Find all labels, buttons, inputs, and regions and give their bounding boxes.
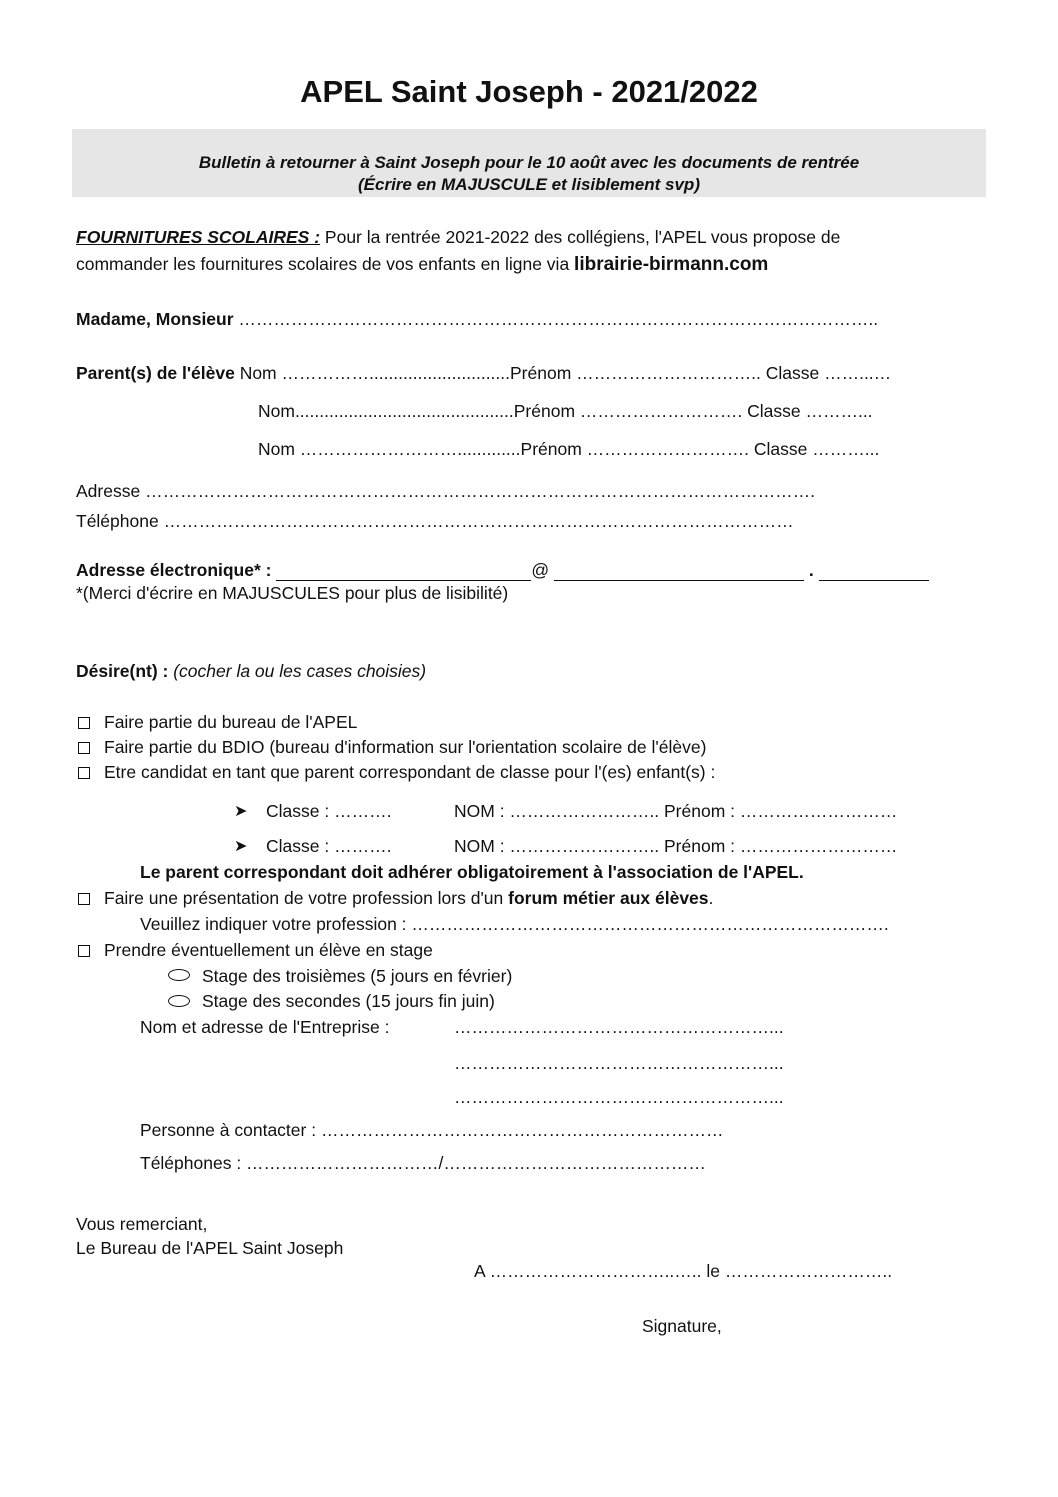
desire-label: Désire(nt) : [76, 661, 174, 681]
adherer-notice: Le parent correspondant doit adhérer obligatoirement à l'association de l'APEL. [140, 862, 804, 882]
email-field[interactable] [76, 560, 929, 581]
email-domain-line[interactable] [554, 562, 804, 581]
telephone-dots: ……………………………………………………………………………………………… [158, 511, 794, 531]
adresse-label: Adresse [76, 481, 141, 501]
email-tld-line[interactable] [819, 562, 929, 581]
option-forum-label [104, 888, 713, 909]
checkbox-stage[interactable] [78, 945, 90, 957]
page-title: APEL Saint Joseph - 2021/2022 [300, 74, 758, 109]
madame-monsieur-dots: ……………………………………………………………………………………………….. [233, 309, 879, 329]
checkbox-bureau[interactable] [78, 717, 90, 729]
classe-row-2-classe[interactable]: Classe : ………. [266, 836, 392, 856]
profession-field[interactable]: Veuillez indiquer votre profession : ………………………………………………………………………. [140, 914, 889, 934]
email-at-sign: @ [531, 560, 550, 580]
stage-secondes-label: Stage des secondes (15 jours fin juin) [202, 991, 495, 1011]
forum-text: Faire une présentation de votre profession lors d'un [104, 888, 509, 908]
desire-heading [76, 661, 426, 682]
radio-stage-troisiemes[interactable] [168, 969, 190, 981]
fournitures-paragraph-line-1 [76, 227, 840, 248]
fournitures-paragraph-line-2 [76, 254, 768, 276]
classe-row-1-classe[interactable]: Classe : ………. [266, 801, 392, 821]
stage-troisiemes-label: Stage des troisièmes (5 jours en février) [202, 966, 513, 986]
arrow-bullet-icon: ➤ [234, 803, 248, 820]
entreprise-line-1[interactable]: ………………………………………………... [454, 1017, 784, 1037]
email-label: Adresse électronique* : [76, 560, 272, 580]
fournitures-heading: FOURNITURES SCOLAIRES : [76, 227, 321, 247]
email-note: *(Merci d'écrire en MAJUSCULES pour plus de lisibilité) [76, 583, 509, 603]
madame-monsieur-label: Madame, Monsieur [76, 309, 234, 329]
option-bdio-label: Faire partie du BDIO (bureau d'information sur l'orientation scolaire de l'élève) [104, 737, 707, 757]
arrow-bullet-icon: ➤ [234, 838, 248, 855]
parent-row-2[interactable]: Nom.............................................Prénom ………………………. Classe ………... [258, 401, 873, 421]
forum-end: . [708, 888, 714, 908]
parent-row-3[interactable]: Nom ……………………….............Prénom ………………………. Classe ………... [258, 439, 880, 459]
fournitures-text-2: commander les fournitures scolaires de vos enfants en ligne via [76, 254, 575, 274]
fournitures-site-link[interactable]: librairie-birmann.com [574, 254, 769, 275]
parent-row-1-fields: Nom …………….............................Prénom ………………………….. Classe ……...… [234, 363, 892, 383]
entreprise-line-2[interactable]: ………………………………………………... [454, 1053, 784, 1073]
desire-hint: (cocher la ou les cases choisies) [173, 661, 427, 681]
forum-bold-text: forum métier aux élèves [508, 888, 709, 908]
option-bureau-label: Faire partie du bureau de l'APEL [104, 712, 358, 732]
banner-line-1: Bulletin à retourner à Saint Joseph pour le 10 août avec les documents de rentrée [198, 153, 860, 172]
entreprise-label: Nom et adresse de l'Entreprise : [140, 1017, 390, 1037]
checkbox-bdio[interactable] [78, 742, 90, 754]
signature-label: Signature, [642, 1316, 722, 1336]
entreprise-line-3[interactable]: ………………………………………………... [454, 1087, 784, 1107]
adresse-dots: ……………………………………………………………………………………………………. [140, 481, 815, 501]
radio-stage-secondes[interactable] [168, 995, 190, 1007]
option-stage-label: Prendre éventuellement un élève en stage [104, 940, 433, 960]
parents-label: Parent(s) de l'élève [76, 363, 235, 383]
closing-bureau: Le Bureau de l'APEL Saint Joseph [76, 1238, 344, 1258]
email-dot: . [808, 560, 814, 580]
banner-line-2: (Écrire en MAJUSCULE et lisiblement svp) [358, 175, 700, 194]
checkbox-candidat[interactable] [78, 767, 90, 779]
classe-row-1-nom[interactable]: NOM : …………………….. Prénom : ……………………… [454, 801, 898, 821]
fournitures-text-1: Pour la rentrée 2021-2022 des collégiens, l'APEL vous propose de [320, 227, 841, 247]
parent-row-1[interactable] [76, 363, 891, 384]
madame-monsieur-field[interactable] [76, 309, 878, 330]
instructions-banner [72, 129, 986, 197]
email-local-part-line[interactable] [276, 562, 531, 581]
option-candidat-label: Etre candidat en tant que parent correspondant de classe pour l'(es) enfant(s) : [104, 762, 716, 782]
telephone-field[interactable] [76, 511, 794, 532]
telephones-field[interactable]: Téléphones : ……………………………/……………………………………… [140, 1153, 706, 1173]
lieu-date-field[interactable]: A …………………………..….. le ……………………….. [474, 1261, 893, 1281]
adresse-field[interactable] [76, 481, 815, 502]
classe-row-2-nom[interactable]: NOM : …………………….. Prénom : ……………………… [454, 836, 898, 856]
contact-field[interactable]: Personne à contacter : …………………………………………………………… [140, 1120, 724, 1140]
telephone-label: Téléphone [76, 511, 159, 531]
checkbox-forum[interactable] [78, 893, 90, 905]
closing-merci: Vous remerciant, [76, 1214, 208, 1234]
